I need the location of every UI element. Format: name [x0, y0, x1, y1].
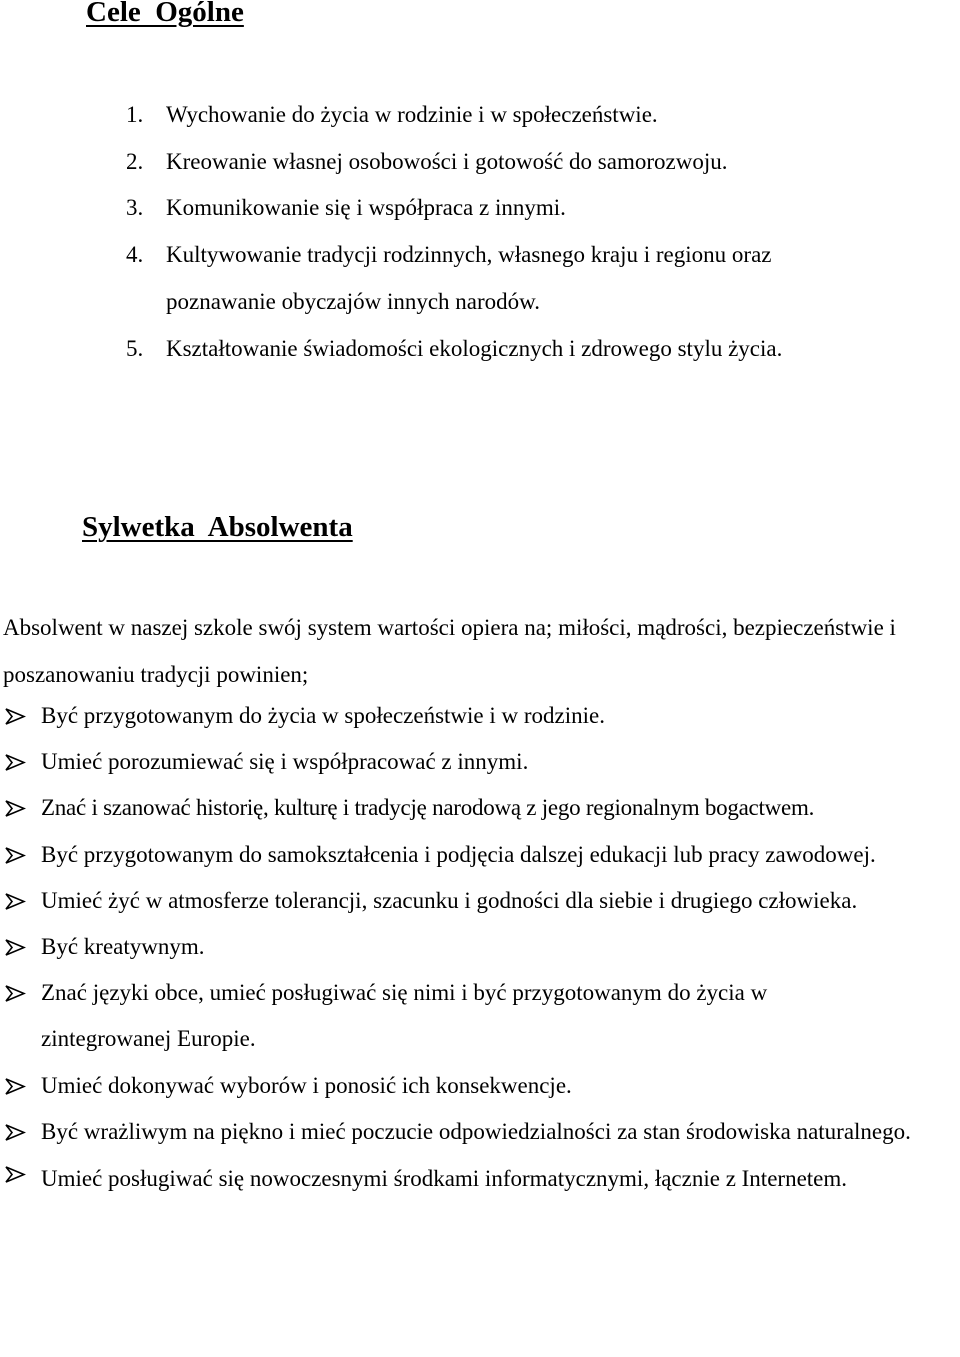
traits-list [0, 693, 960, 1196]
list-item-text: Kształtowanie świadomości ekologicznych i zdrowego stylu życia. [166, 335, 783, 361]
list-item [0, 970, 960, 1062]
list-item-text: Być wrażliwym na piękno i mieć poczucie odpowiedzialności za stan środowiska naturalnego. [41, 1118, 911, 1144]
list-item-text: Komunikowanie się i współpraca z innymi. [166, 195, 566, 221]
list-item-text: Umieć dokonywać wyborów i ponosić ich konsekwencje. [41, 1072, 572, 1098]
list-item-text: Być przygotowanym do samokształcenia i podjęcia dalszej edukacji lub pracy zawodowej. [41, 841, 876, 867]
list-item-text: Być kreatywnym. [41, 934, 205, 960]
list-item-text: Wychowanie do życia w rodzinie i w społeczeństwie. [166, 102, 658, 127]
list-number: 4. [126, 242, 144, 268]
list-item [0, 785, 960, 831]
list-item [0, 832, 960, 878]
list-item [0, 878, 960, 924]
arrowhead-bullet-icon [4, 1078, 26, 1095]
list-item [0, 1063, 960, 1109]
list-item [0, 232, 960, 325]
arrowhead-bullet-icon [4, 708, 26, 725]
list-number: 2. [126, 148, 144, 174]
list-item-text: Znać języki obce, umieć posługiwać się nimi i być przygotowanym do życia w zintegrowanej Europie. [41, 980, 768, 1052]
list-number: 3. [126, 195, 144, 221]
arrowhead-bullet-icon [4, 1166, 26, 1183]
list-item [0, 139, 960, 186]
list-item [0, 693, 960, 739]
goals-list [0, 92, 960, 372]
arrowhead-bullet-icon [4, 893, 26, 910]
list-item-text: Znać i szanować historię, kulturę i tradycję narodową z jego regionalnym bogactwem. [41, 795, 815, 821]
list-item [0, 924, 960, 970]
list-item [0, 185, 960, 232]
list-number: 5. [126, 335, 144, 361]
list-number: 1. [126, 102, 144, 127]
arrowhead-bullet-icon [4, 985, 26, 1002]
list-item [0, 1109, 960, 1155]
list-item [0, 326, 960, 373]
list-item-text: Kultywowanie tradycji rodzinnych, własnego kraju i regionu oraz poznawanie obyczajów innych narodów. [166, 242, 772, 314]
profile-heading: Sylwetka Absolwenta [82, 511, 353, 543]
arrowhead-bullet-icon [4, 754, 26, 771]
list-item-text: Być przygotowanym do życia w społeczeństwie i w rodzinie. [41, 703, 605, 728]
arrowhead-bullet-icon [4, 847, 26, 864]
list-item-text: Kreowanie własnej osobowości i gotowość do samorozwoju. [166, 148, 728, 174]
arrowhead-bullet-icon [4, 939, 26, 956]
arrowhead-bullet-icon [4, 800, 26, 817]
arrowhead-bullet-icon [4, 1124, 26, 1141]
list-item-text: Umieć posługiwać się nowoczesnymi środkami informatycznymi, łącznie z Internetem. [41, 1166, 848, 1192]
goals-heading: Cele Ogólne [86, 0, 244, 28]
list-item [0, 739, 960, 785]
list-item-text: Umieć żyć w atmosferze tolerancji, szacunku i godności dla siebie i drugiego człowieka. [41, 887, 858, 913]
list-item [0, 1155, 960, 1196]
intro-paragraph: Absolwent w naszej szkole swój system wartości opiera na; miłości, mądrości, bezpieczeństwie i poszanowaniu tradycji powinien; [3, 615, 896, 687]
list-item-text: Umieć porozumiewać się i współpracować z innymi. [41, 749, 529, 775]
list-item [0, 92, 960, 139]
